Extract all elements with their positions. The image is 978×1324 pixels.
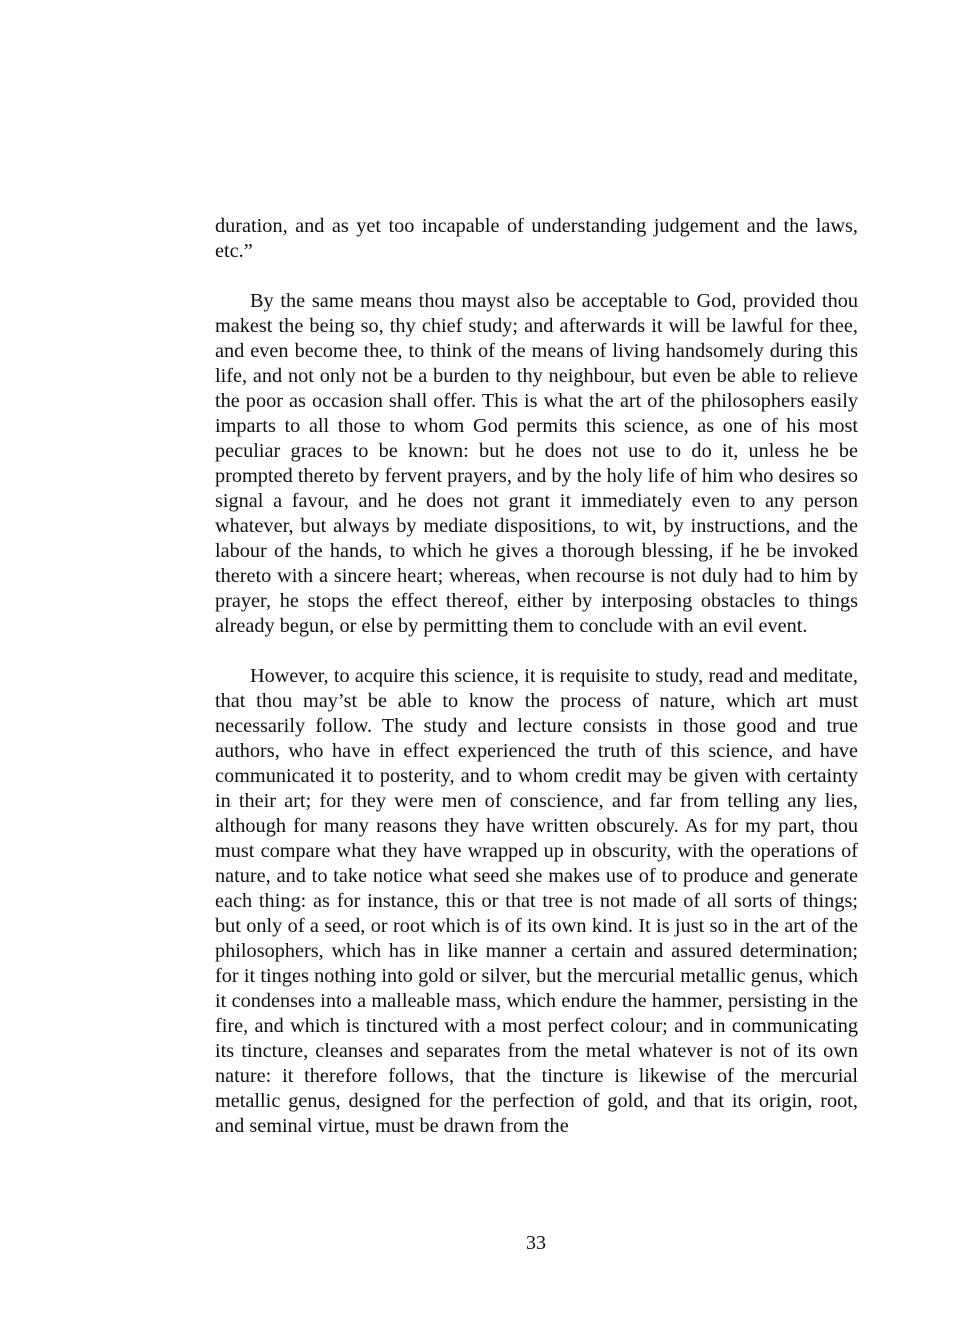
body-text [215,214,858,1139]
paragraph-acceptable-to-god: By the same means thou mayst also be acceptable to God, provided thou makest the being so, thy chief study; and afterwards it will be lawful for thee, and even become thee, to think of the means of living handsomely during this life, and not only not be a burden to thy neighbour, but even be able to relieve the poor as occasion shall offer. This is what the art of the philosophers easily imparts to all those to whom God permits this science, as one of his most peculiar graces to be known: but he does not use to do it, unless he be prompted thereto by fervent prayers, and by the holy life of him who desires so signal a favour, and he does not grant it immediately even to any person whatever, but always by mediate dispositions, to wit, by instructions, and the labour of the hands, to which he gives a thorough blessing, if he be invoked thereto with a sincere heart; whereas, when recourse is not duly had to him by prayer, he stops the effect thereof, either by interposing obstacles to things already begun, or else by permitting them to conclude with an evil event. [215,290,858,637]
paragraph-spacer [215,264,858,289]
paragraph-spacer [215,639,858,664]
paragraph-acquire-science: However, to acquire this science, it is requisite to study, read and meditate, that thou may’st be able to know the process of nature, which art must necessarily follow. The study and lecture consists in those good and true authors, who have in effect experienced the truth of this science, and have communicated it to posterity, and to whom credit may be given with certainty in their art; for they were men of conscience, and far from telling any lies, although for many reasons they have written obscurely. As for my part, thou must compare what they have wrapped up in obscurity, with the operations of nature, and to take notice what seed she makes use of to produce and generate each thing: as for instance, this or that tree is not made of all sorts of things; but only of a seed, or root which is of its own kind. It is just so in the art of the philosophers, which has in like manner a certain and assured determination; for it tinges nothing into gold or silver, but the mercurial metallic genus, which it condenses into a malleable mass, which endure the hammer, persisting in the fire, and which is tinctured with a most perfect colour; and in communicating its tincture, cleanses and separates from the metal whatever is not of its own nature: it therefore follows, that the tincture is likewise of the mercurial metallic genus, designed for the perfection of gold, and that its origin, root, and seminal virtue, must be drawn from the [215,665,858,1137]
page-number-text: 33 [526,1232,546,1254]
page-number [0,1231,978,1256]
paragraph-continuation: duration, and as yet too incapable of understanding judgement and the laws, etc.” [215,215,858,262]
